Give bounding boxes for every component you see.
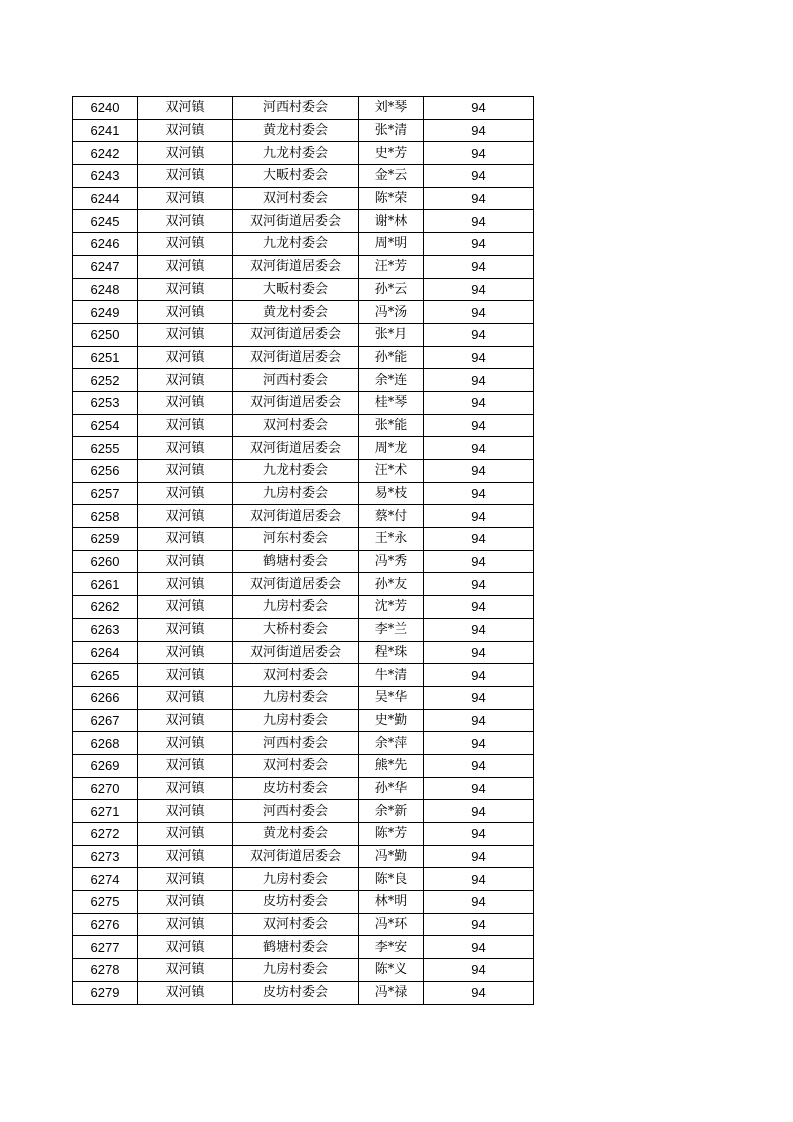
cell-score: 94 <box>424 142 534 165</box>
cell-town: 双河镇 <box>138 210 233 233</box>
cell-id: 6271 <box>73 800 138 823</box>
cell-id: 6257 <box>73 482 138 505</box>
table-row <box>73 482 534 505</box>
cell-village: 黄龙村委会 <box>233 823 359 846</box>
cell-name: 李*安 <box>359 936 424 959</box>
cell-score: 94 <box>424 709 534 732</box>
table-row <box>73 868 534 891</box>
cell-score: 94 <box>424 573 534 596</box>
cell-town: 双河镇 <box>138 891 233 914</box>
cell-id: 6243 <box>73 165 138 188</box>
cell-name: 刘*琴 <box>359 97 424 120</box>
cell-town: 双河镇 <box>138 709 233 732</box>
cell-id: 6249 <box>73 301 138 324</box>
cell-town: 双河镇 <box>138 142 233 165</box>
cell-town: 双河镇 <box>138 301 233 324</box>
cell-id: 6270 <box>73 777 138 800</box>
cell-name: 周*龙 <box>359 437 424 460</box>
cell-village: 皮坊村委会 <box>233 981 359 1004</box>
cell-id: 6266 <box>73 686 138 709</box>
cell-town: 双河镇 <box>138 800 233 823</box>
cell-name: 余*连 <box>359 369 424 392</box>
cell-score: 94 <box>424 346 534 369</box>
cell-id: 6262 <box>73 596 138 619</box>
cell-name: 孙*云 <box>359 278 424 301</box>
cell-village: 黄龙村委会 <box>233 119 359 142</box>
cell-name: 汪*术 <box>359 460 424 483</box>
cell-name: 张*清 <box>359 119 424 142</box>
cell-score: 94 <box>424 278 534 301</box>
cell-town: 双河镇 <box>138 165 233 188</box>
cell-village: 河西村委会 <box>233 732 359 755</box>
cell-id: 6275 <box>73 891 138 914</box>
table-row <box>73 323 534 346</box>
cell-village: 大畈村委会 <box>233 278 359 301</box>
cell-village: 九房村委会 <box>233 868 359 891</box>
cell-village: 双河街道居委会 <box>233 210 359 233</box>
cell-id: 6240 <box>73 97 138 120</box>
table-row <box>73 823 534 846</box>
cell-name: 孙*能 <box>359 346 424 369</box>
cell-name: 林*明 <box>359 891 424 914</box>
cell-name: 吴*华 <box>359 686 424 709</box>
table-row <box>73 255 534 278</box>
cell-score: 94 <box>424 323 534 346</box>
cell-id: 6248 <box>73 278 138 301</box>
cell-score: 94 <box>424 391 534 414</box>
cell-name: 程*珠 <box>359 641 424 664</box>
cell-score: 94 <box>424 460 534 483</box>
cell-town: 双河镇 <box>138 823 233 846</box>
table-row <box>73 391 534 414</box>
cell-score: 94 <box>424 981 534 1004</box>
cell-id: 6265 <box>73 664 138 687</box>
cell-score: 94 <box>424 255 534 278</box>
cell-village: 双河村委会 <box>233 754 359 777</box>
cell-village: 皮坊村委会 <box>233 891 359 914</box>
cell-name: 冯*汤 <box>359 301 424 324</box>
cell-village: 双河街道居委会 <box>233 391 359 414</box>
cell-name: 孙*华 <box>359 777 424 800</box>
cell-score: 94 <box>424 97 534 120</box>
cell-id: 6241 <box>73 119 138 142</box>
cell-town: 双河镇 <box>138 528 233 551</box>
table-row <box>73 709 534 732</box>
cell-village: 双河村委会 <box>233 414 359 437</box>
cell-id: 6255 <box>73 437 138 460</box>
cell-name: 冯*勤 <box>359 845 424 868</box>
cell-town: 双河镇 <box>138 278 233 301</box>
cell-town: 双河镇 <box>138 936 233 959</box>
table-row <box>73 686 534 709</box>
spreadsheet-page <box>72 96 534 1005</box>
cell-town: 双河镇 <box>138 664 233 687</box>
cell-id: 6253 <box>73 391 138 414</box>
cell-town: 双河镇 <box>138 573 233 596</box>
cell-name: 桂*琴 <box>359 391 424 414</box>
cell-town: 双河镇 <box>138 346 233 369</box>
table-row <box>73 732 534 755</box>
table-row <box>73 437 534 460</box>
cell-town: 双河镇 <box>138 97 233 120</box>
cell-score: 94 <box>424 233 534 256</box>
cell-town: 双河镇 <box>138 959 233 982</box>
table-body <box>73 97 534 1005</box>
cell-village: 河西村委会 <box>233 800 359 823</box>
table-row <box>73 664 534 687</box>
table-row <box>73 596 534 619</box>
cell-village: 双河街道居委会 <box>233 641 359 664</box>
cell-name: 陈*良 <box>359 868 424 891</box>
cell-score: 94 <box>424 891 534 914</box>
cell-score: 94 <box>424 369 534 392</box>
cell-score: 94 <box>424 913 534 936</box>
cell-village: 双河村委会 <box>233 187 359 210</box>
cell-score: 94 <box>424 664 534 687</box>
cell-score: 94 <box>424 482 534 505</box>
cell-village: 大桥村委会 <box>233 618 359 641</box>
table-row <box>73 981 534 1004</box>
cell-name: 谢*林 <box>359 210 424 233</box>
cell-name: 牛*清 <box>359 664 424 687</box>
cell-village: 九房村委会 <box>233 709 359 732</box>
cell-score: 94 <box>424 165 534 188</box>
cell-id: 6276 <box>73 913 138 936</box>
table-row <box>73 142 534 165</box>
cell-score: 94 <box>424 505 534 528</box>
table-row <box>73 414 534 437</box>
cell-score: 94 <box>424 732 534 755</box>
table-row <box>73 891 534 914</box>
cell-score: 94 <box>424 959 534 982</box>
cell-score: 94 <box>424 845 534 868</box>
cell-town: 双河镇 <box>138 913 233 936</box>
cell-name: 史*勤 <box>359 709 424 732</box>
cell-town: 双河镇 <box>138 641 233 664</box>
cell-name: 熊*先 <box>359 754 424 777</box>
cell-score: 94 <box>424 414 534 437</box>
cell-town: 双河镇 <box>138 868 233 891</box>
cell-id: 6278 <box>73 959 138 982</box>
cell-village: 双河村委会 <box>233 664 359 687</box>
cell-name: 李*兰 <box>359 618 424 641</box>
cell-village: 九龙村委会 <box>233 460 359 483</box>
cell-score: 94 <box>424 823 534 846</box>
cell-score: 94 <box>424 187 534 210</box>
cell-id: 6254 <box>73 414 138 437</box>
cell-id: 6263 <box>73 618 138 641</box>
cell-name: 冯*秀 <box>359 550 424 573</box>
cell-name: 王*永 <box>359 528 424 551</box>
table-row <box>73 119 534 142</box>
cell-village: 黄龙村委会 <box>233 301 359 324</box>
cell-score: 94 <box>424 210 534 233</box>
cell-village: 双河街道居委会 <box>233 255 359 278</box>
cell-id: 6246 <box>73 233 138 256</box>
cell-id: 6277 <box>73 936 138 959</box>
cell-town: 双河镇 <box>138 777 233 800</box>
cell-name: 易*枝 <box>359 482 424 505</box>
table-row <box>73 913 534 936</box>
cell-name: 张*能 <box>359 414 424 437</box>
cell-id: 6261 <box>73 573 138 596</box>
cell-score: 94 <box>424 437 534 460</box>
cell-village: 双河街道居委会 <box>233 505 359 528</box>
cell-village: 双河村委会 <box>233 913 359 936</box>
cell-id: 6252 <box>73 369 138 392</box>
cell-name: 陈*义 <box>359 959 424 982</box>
cell-village: 双河街道居委会 <box>233 323 359 346</box>
table-row <box>73 460 534 483</box>
table-row <box>73 505 534 528</box>
cell-id: 6258 <box>73 505 138 528</box>
cell-name: 周*明 <box>359 233 424 256</box>
table-row <box>73 550 534 573</box>
cell-village: 九房村委会 <box>233 959 359 982</box>
cell-score: 94 <box>424 936 534 959</box>
cell-id: 6259 <box>73 528 138 551</box>
cell-id: 6256 <box>73 460 138 483</box>
cell-name: 余*萍 <box>359 732 424 755</box>
cell-village: 河西村委会 <box>233 97 359 120</box>
cell-id: 6272 <box>73 823 138 846</box>
table-row <box>73 210 534 233</box>
cell-name: 金*云 <box>359 165 424 188</box>
cell-village: 九房村委会 <box>233 482 359 505</box>
table-row <box>73 165 534 188</box>
cell-village: 鹤塘村委会 <box>233 550 359 573</box>
cell-town: 双河镇 <box>138 391 233 414</box>
table-row <box>73 233 534 256</box>
cell-name: 陈*荣 <box>359 187 424 210</box>
cell-town: 双河镇 <box>138 981 233 1004</box>
cell-id: 6247 <box>73 255 138 278</box>
cell-score: 94 <box>424 301 534 324</box>
cell-id: 6274 <box>73 868 138 891</box>
cell-name: 张*月 <box>359 323 424 346</box>
cell-name: 蔡*付 <box>359 505 424 528</box>
cell-id: 6260 <box>73 550 138 573</box>
cell-village: 鹤塘村委会 <box>233 936 359 959</box>
cell-village: 九龙村委会 <box>233 233 359 256</box>
table-row <box>73 959 534 982</box>
cell-id: 6267 <box>73 709 138 732</box>
cell-score: 94 <box>424 641 534 664</box>
table-row <box>73 528 534 551</box>
table-row <box>73 641 534 664</box>
cell-id: 6245 <box>73 210 138 233</box>
cell-town: 双河镇 <box>138 437 233 460</box>
cell-score: 94 <box>424 686 534 709</box>
cell-town: 双河镇 <box>138 323 233 346</box>
cell-village: 双河街道居委会 <box>233 845 359 868</box>
cell-name: 余*新 <box>359 800 424 823</box>
cell-village: 双河街道居委会 <box>233 573 359 596</box>
cell-score: 94 <box>424 528 534 551</box>
cell-village: 河东村委会 <box>233 528 359 551</box>
cell-village: 大畈村委会 <box>233 165 359 188</box>
cell-name: 汪*芳 <box>359 255 424 278</box>
cell-score: 94 <box>424 777 534 800</box>
cell-town: 双河镇 <box>138 414 233 437</box>
table-row <box>73 936 534 959</box>
cell-town: 双河镇 <box>138 686 233 709</box>
cell-village: 皮坊村委会 <box>233 777 359 800</box>
cell-village: 河西村委会 <box>233 369 359 392</box>
cell-id: 6264 <box>73 641 138 664</box>
cell-town: 双河镇 <box>138 369 233 392</box>
cell-score: 94 <box>424 119 534 142</box>
cell-score: 94 <box>424 800 534 823</box>
cell-village: 双河街道居委会 <box>233 437 359 460</box>
table-row <box>73 618 534 641</box>
cell-village: 九房村委会 <box>233 596 359 619</box>
cell-town: 双河镇 <box>138 233 233 256</box>
table-row <box>73 369 534 392</box>
cell-id: 6250 <box>73 323 138 346</box>
cell-town: 双河镇 <box>138 505 233 528</box>
cell-town: 双河镇 <box>138 754 233 777</box>
table-row <box>73 573 534 596</box>
cell-name: 史*芳 <box>359 142 424 165</box>
cell-score: 94 <box>424 618 534 641</box>
cell-town: 双河镇 <box>138 596 233 619</box>
cell-town: 双河镇 <box>138 482 233 505</box>
cell-village: 双河街道居委会 <box>233 346 359 369</box>
cell-name: 沈*芳 <box>359 596 424 619</box>
cell-town: 双河镇 <box>138 732 233 755</box>
table-row <box>73 187 534 210</box>
cell-score: 94 <box>424 550 534 573</box>
cell-town: 双河镇 <box>138 255 233 278</box>
cell-id: 6251 <box>73 346 138 369</box>
table-row <box>73 97 534 120</box>
cell-name: 陈*芳 <box>359 823 424 846</box>
cell-town: 双河镇 <box>138 460 233 483</box>
cell-town: 双河镇 <box>138 845 233 868</box>
cell-village: 九房村委会 <box>233 686 359 709</box>
cell-name: 冯*环 <box>359 913 424 936</box>
data-table <box>72 96 534 1005</box>
cell-id: 6279 <box>73 981 138 1004</box>
cell-id: 6244 <box>73 187 138 210</box>
cell-town: 双河镇 <box>138 618 233 641</box>
table-row <box>73 346 534 369</box>
cell-name: 孙*友 <box>359 573 424 596</box>
table-row <box>73 301 534 324</box>
cell-id: 6269 <box>73 754 138 777</box>
cell-name: 冯*禄 <box>359 981 424 1004</box>
cell-id: 6242 <box>73 142 138 165</box>
table-row <box>73 800 534 823</box>
cell-id: 6268 <box>73 732 138 755</box>
cell-town: 双河镇 <box>138 187 233 210</box>
cell-score: 94 <box>424 596 534 619</box>
table-row <box>73 777 534 800</box>
cell-id: 6273 <box>73 845 138 868</box>
cell-score: 94 <box>424 754 534 777</box>
table-row <box>73 754 534 777</box>
table-row <box>73 845 534 868</box>
cell-town: 双河镇 <box>138 550 233 573</box>
cell-town: 双河镇 <box>138 119 233 142</box>
table-row <box>73 278 534 301</box>
cell-score: 94 <box>424 868 534 891</box>
cell-village: 九龙村委会 <box>233 142 359 165</box>
